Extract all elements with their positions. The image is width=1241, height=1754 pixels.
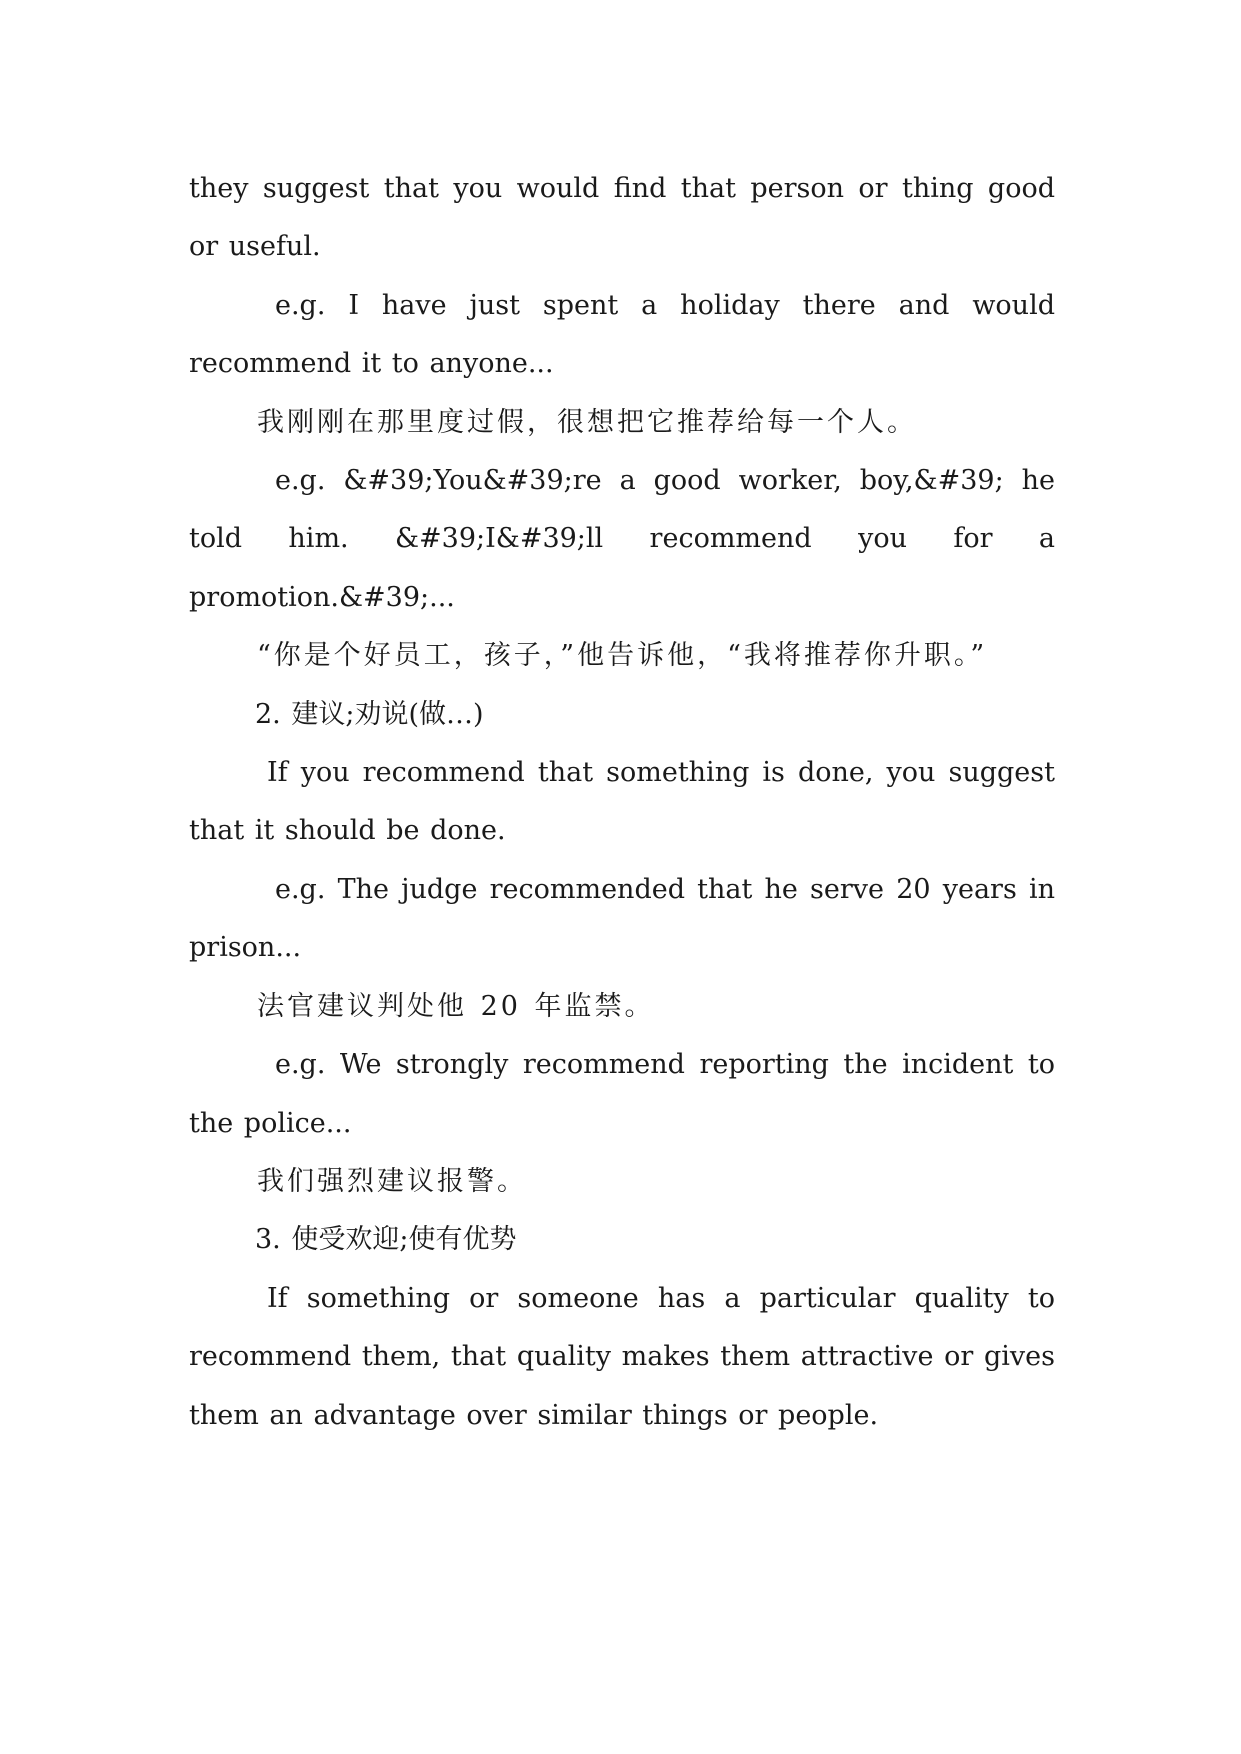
example-translation: 我们强烈建议报警。 [257,1165,527,1197]
example-sentence: e.g. &#39;You&#39;re a good worker, boy,&#39; he told him. &#39;I&#39;ll recommend you for a promotion.&#39;... [189,465,1055,613]
example-translation: 法官建议判处他 20 年监禁。 [257,990,655,1022]
sense-definition: If something or someone has a particular quality to recommend them, that quality makes them attractive or gives them an advantage over similar things or people. [189,1282,1055,1431]
example-sentence: e.g. We strongly recommend reporting the incident to the police... [189,1049,1055,1139]
sense-heading: 3. 使受欢迎;使有优势 [255,1224,517,1256]
sense-heading: 2. 建议;劝说(做…) [255,698,484,730]
example-translation: “你是个好员工，孩子，”他告诉他，“我将推荐你升职。” [257,640,988,672]
sense-definition: If you recommend that something is done, you suggest that it should be done. [189,757,1055,847]
example-sentence: e.g. The judge recommended that he serve 20 years in prison... [189,873,1055,964]
example-sentence: e.g. I have just spent a holiday there and would recommend it to anyone... [189,289,1055,380]
example-translation: 我刚刚在那里度过假，很想把它推荐给每一个人。 [257,406,917,438]
definition-continuation: they suggest that you would find that person or thing good or useful. [189,173,1055,263]
dictionary-entry-text [189,160,1055,1445]
